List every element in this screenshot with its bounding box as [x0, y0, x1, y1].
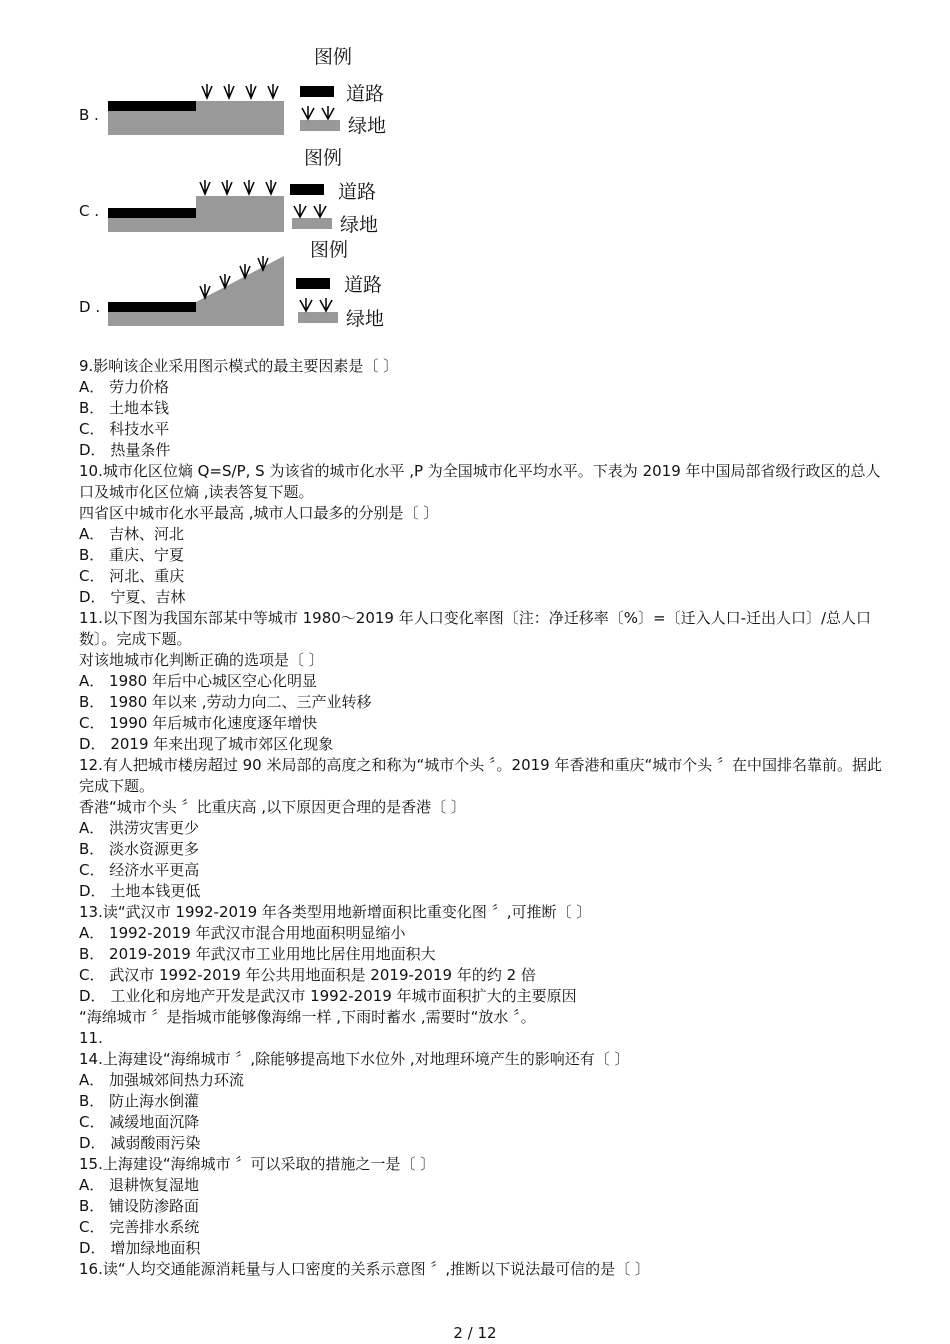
answer-option: D． 土地本钱更低 — [79, 882, 201, 900]
option-letter: D . — [79, 298, 101, 316]
road-greenland-diagram — [108, 84, 288, 136]
answer-option: B． 土地本钱 — [79, 399, 170, 417]
answer-option: D． 减弱酸雨污染 — [79, 1134, 201, 1152]
legend-title: 图例 — [310, 239, 349, 261]
answer-option: C． 1990 年后城市化速度逐年增快 — [79, 714, 318, 732]
answer-option: A． 1992-2019 年武汉市混合用地面积明显缩小 — [79, 924, 406, 942]
legend-green-swatch — [296, 298, 340, 326]
road-greenland-diagram — [108, 180, 288, 234]
question-text: 13.读“武汉市 1992-2019 年各类型用地新增面积比重变化图 〞,可推断〔 〕 — [79, 903, 592, 921]
answer-option: B． 重庆、宁夏 — [79, 546, 185, 564]
question-text: 14.上海建设“海绵城市 〞,除能够提高地下水位外 ,对地理环境产生的影响还有〔 〕 — [79, 1050, 630, 1068]
question-text: 15.上海建设“海绵城市 〞可以采取的措施之一是〔 〕 — [79, 1155, 436, 1173]
answer-option: D． 工业化和房地产开发是武汉市 1992-2019 年城市面积扩大的主要原因 — [79, 987, 577, 1005]
answer-option: A． 加强城郊间热力环流 — [79, 1071, 245, 1089]
answer-option: A． 劳力价格 — [79, 378, 170, 396]
answer-option: D． 增加绿地面积 — [79, 1239, 201, 1257]
legend-title: 图例 — [304, 147, 343, 169]
legend-green-label: 绿地 — [348, 115, 387, 137]
answer-option: A． 洪涝灾害更少 — [79, 819, 200, 837]
question-number: 11. — [79, 1029, 103, 1047]
legend-road-swatch — [300, 86, 334, 97]
page-number: 2 / 12 — [453, 1324, 497, 1342]
legend-road-swatch — [296, 278, 330, 289]
option-letter: C . — [79, 202, 100, 220]
passage-text: “海绵城市 〞是指城市能够像海绵一样 ,下雨时蓄水 ,需要时“放水 〞。 — [79, 1008, 536, 1026]
answer-option: C． 河北、重庆 — [79, 567, 185, 585]
legend-road-label: 道路 — [338, 181, 377, 203]
legend-road-label: 道路 — [344, 274, 383, 296]
answer-option: C． 武汉市 1992-2019 年公共用地面积是 2019-2019 年的约 2 倍 — [79, 966, 536, 984]
legend-road-swatch — [290, 184, 324, 195]
legend-green-label: 绿地 — [340, 214, 379, 236]
answer-option: B． 铺设防渗路面 — [79, 1197, 200, 1215]
answer-option: D． 2019 年来出现了城市郊区化现象 — [79, 735, 334, 753]
question-text: 10.城市化区位熵 Q=S/P, S 为该省的城市化水平 ,P 为全国城市化平均水平。下表为 2019 年中国局部省级行政区的总人口及城市化区位熵 ,读表答复下题。 — [79, 462, 881, 501]
question-text: 四省区中城市化水平最高 ,城市人口最多的分别是〔 〕 — [79, 504, 439, 522]
question-text: 12.有人把城市楼房超过 90 米局部的高度之和称为“城市个头 〞。2019 年香港和重庆“城市个头 〞在中国排名靠前。据此完成下题。 — [79, 756, 883, 795]
question-text: 16.读“人均交通能源消耗量与人口密度的关系示意图 〞,推断以下说法最可信的是〔 〕 — [79, 1260, 650, 1278]
answer-option: A． 吉林、河北 — [79, 525, 185, 543]
question-text: 对该地城市化判断正确的选项是〔 〕 — [79, 651, 324, 669]
legend-title: 图例 — [314, 46, 353, 68]
answer-option: C． 完善排水系统 — [79, 1218, 200, 1236]
question-text: 9.影响该企业采用图示模式的最主要因素是〔 〕 — [79, 357, 399, 375]
legend-green-swatch — [290, 204, 334, 232]
option-letter: B . — [79, 106, 99, 124]
answer-option: C． 经济水平更高 — [79, 861, 200, 879]
answer-option: D． 热量条件 — [79, 441, 171, 459]
legend-green-swatch — [298, 106, 342, 134]
legend-road-label: 道路 — [346, 83, 385, 105]
answer-option: C． 减缓地面沉降 — [79, 1113, 200, 1131]
legend-green-label: 绿地 — [346, 308, 385, 330]
answer-option: B． 防止海水倒灌 — [79, 1092, 200, 1110]
answer-option: A． 退耕恢复湿地 — [79, 1176, 200, 1194]
road-greenland-diagram — [108, 256, 288, 328]
answer-option: B． 淡水资源更多 — [79, 840, 200, 858]
answer-option: C． 科技水平 — [79, 420, 170, 438]
answer-option: B． 1980 年以来 ,劳动力向二、三产业转移 — [79, 693, 372, 711]
question-text: 香港“城市个头 〞比重庆高 ,以下原因更合理的是香港〔 〕 — [79, 798, 466, 816]
answer-option: A． 1980 年后中心城区空心化明显 — [79, 672, 317, 690]
question-text: 11.以下图为我国东部某中等城市 1980～2019 年人口变化率图〔注：净迁移率〔%〕=〔迁入人口-迁出人口〕/总人口数〕。完成下题。 — [79, 609, 872, 648]
answer-option: B． 2019-2019 年武汉市工业用地比居住用地面积大 — [79, 945, 436, 963]
answer-option: D． 宁夏、吉林 — [79, 588, 186, 606]
